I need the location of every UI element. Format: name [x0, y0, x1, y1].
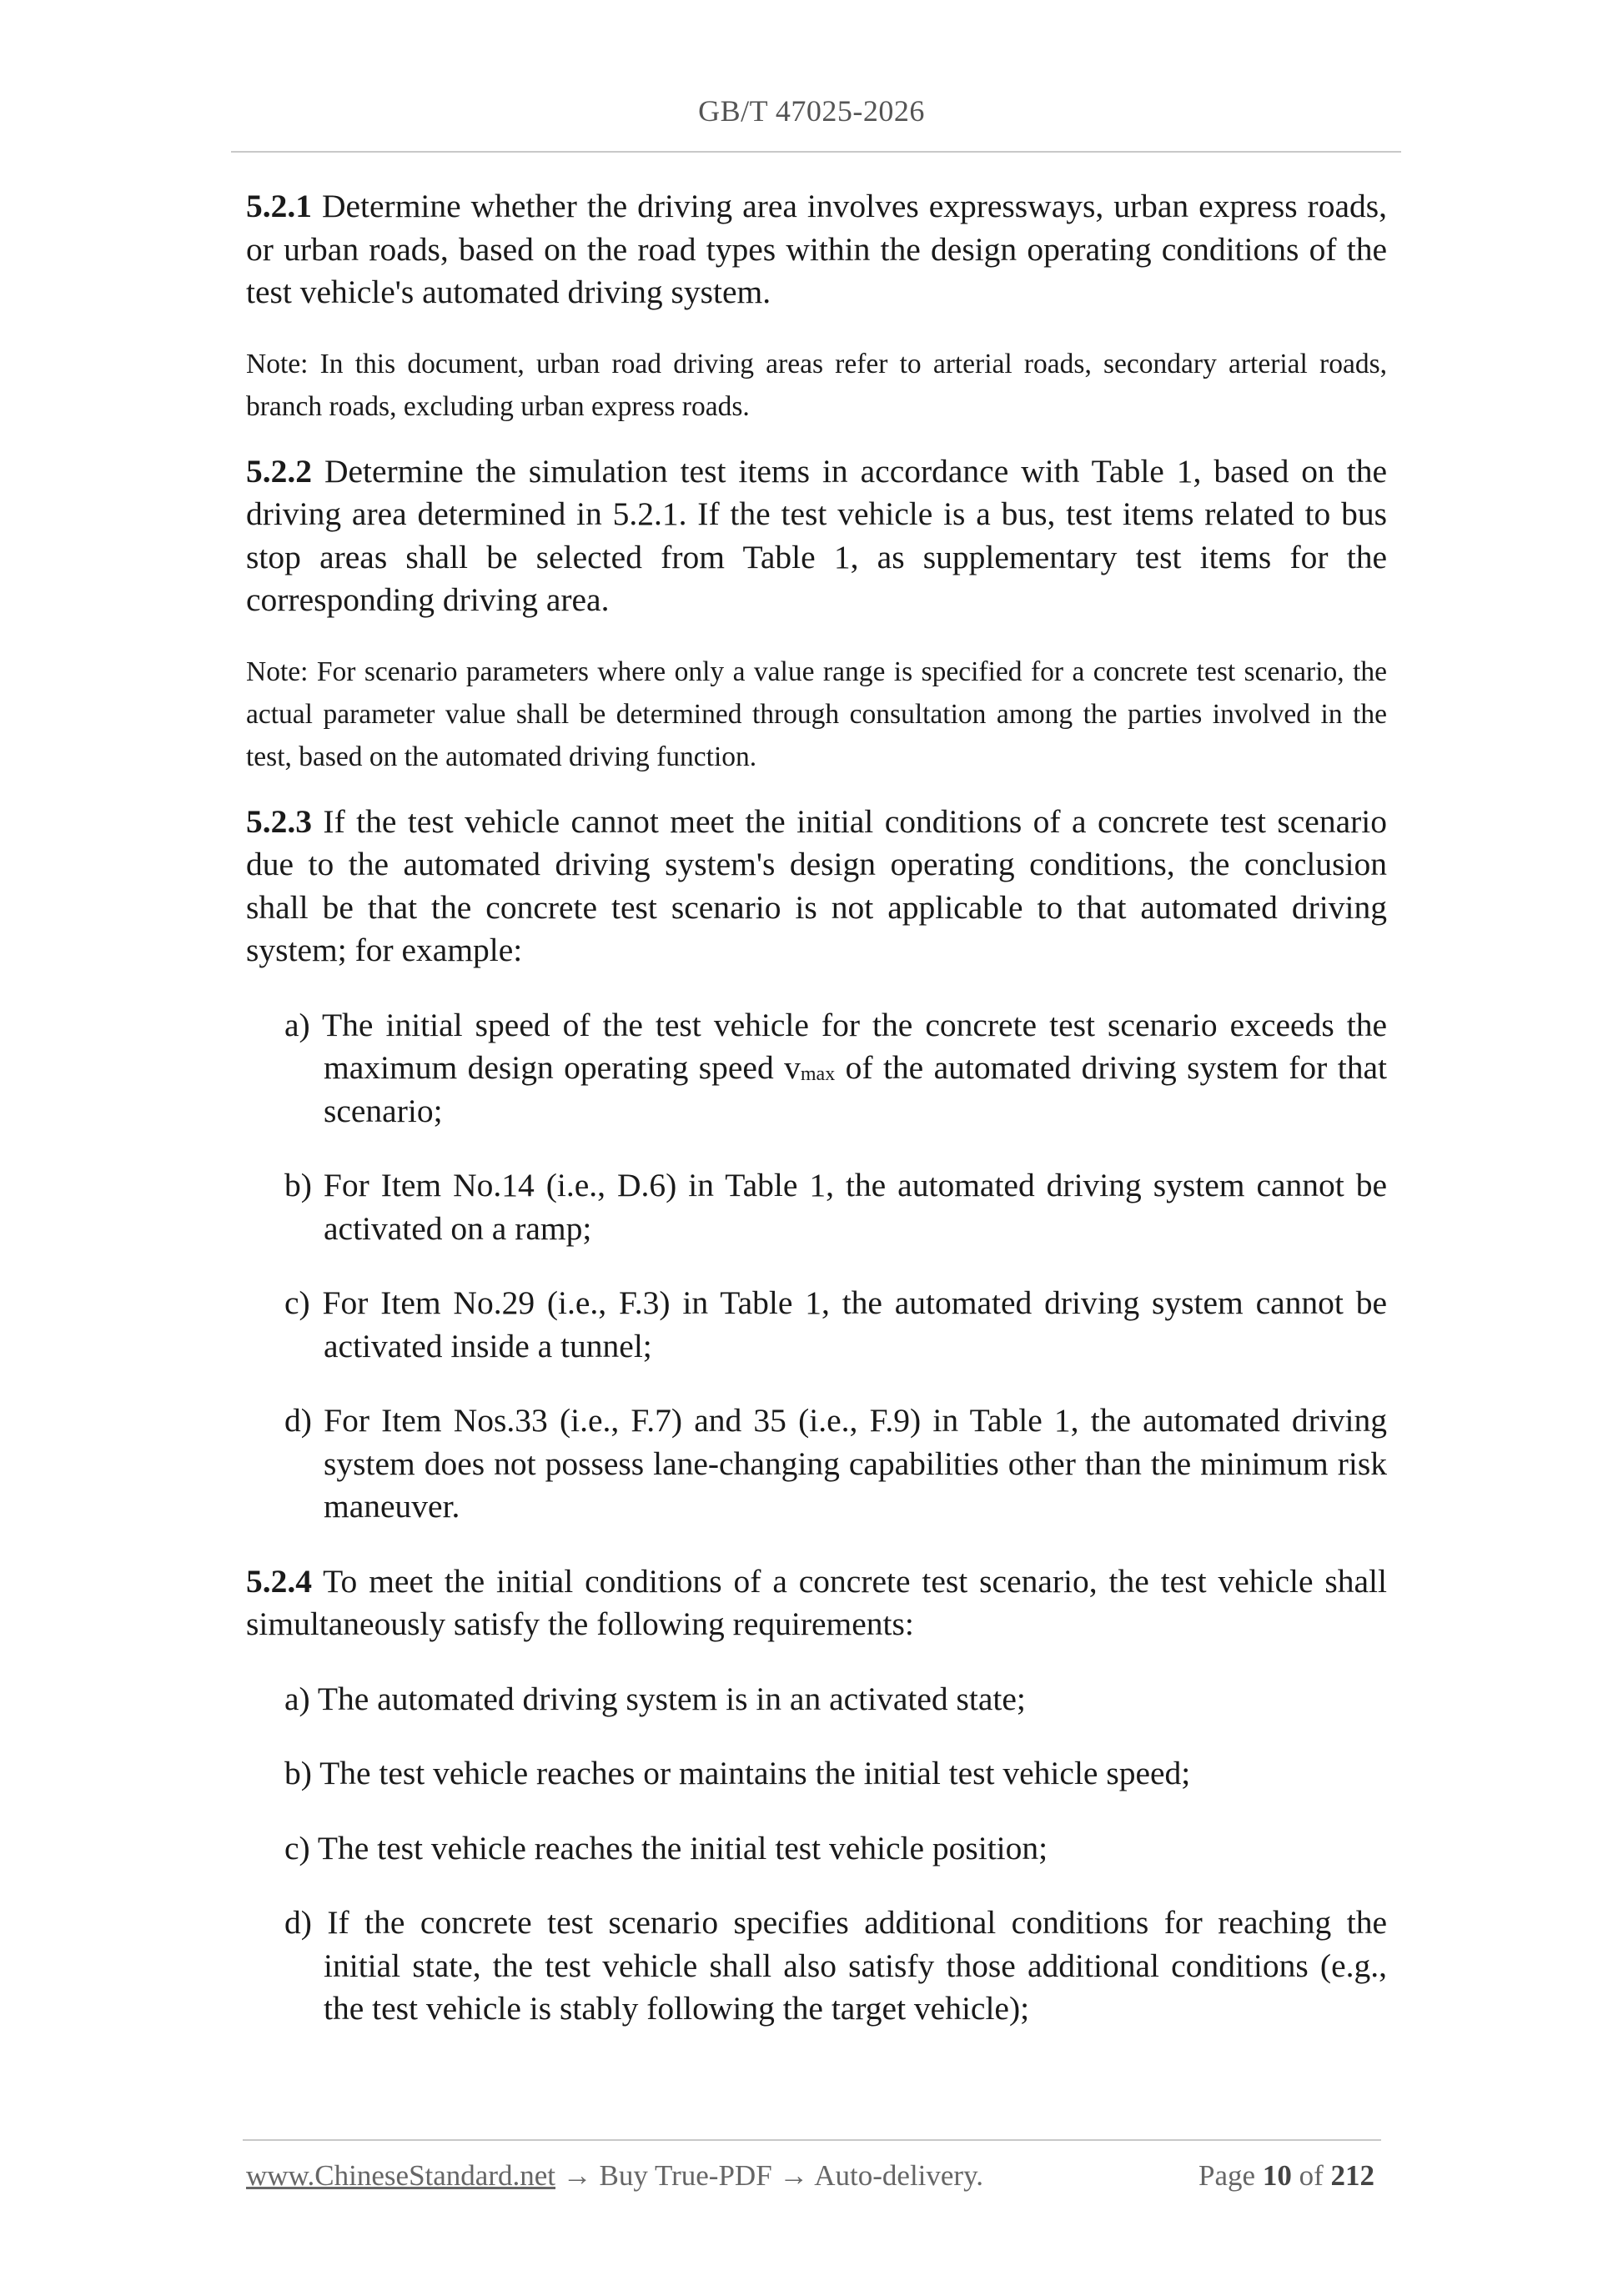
note-urban-road: Note: In this document, urban road driving areas refer to arterial roads, secondary arterial roads, branch roads, excluding urban express roads.	[246, 348, 1387, 422]
page-total: 212	[1330, 2159, 1374, 2192]
subscript-max: max	[800, 1063, 836, 1085]
list-item: d) For Item Nos.33 (i.e., F.7) and 35 (i.e., F.9) in Table 1, the automated driving system does not possess lane-changing capabilities other than the minimum risk maneuver.	[284, 1402, 1387, 1525]
list-item	[246, 1004, 1387, 1133]
auto-delivery-text: Auto-delivery.	[814, 2159, 984, 2192]
document-body	[246, 185, 1387, 2031]
clause-number: 5.2.4	[246, 1562, 312, 1600]
header-divider	[231, 151, 1401, 153]
list-item: b) The test vehicle reaches or maintains the initial test vehicle speed;	[284, 1755, 1191, 1791]
list-item-text: a) The initial speed of the test vehicle for the concrete test scenario exceeds the maximum design operating speed v	[284, 1006, 1387, 1086]
list-item: a) The automated driving system is in an activated state;	[284, 1680, 1026, 1717]
page-label: Page	[1198, 2159, 1256, 2192]
list-item: b) For Item No.14 (i.e., D.6) in Table 1, the automated driving system cannot be activated on a ramp;	[284, 1167, 1387, 1247]
buy-true-pdf-text: Buy True-PDF	[599, 2159, 772, 2192]
footer-divider	[243, 2139, 1381, 2141]
page-of: of	[1299, 2159, 1324, 2192]
clause-5-2-4	[246, 1560, 1387, 1646]
list-item: d) If the concrete test scenario specifies additional conditions for reaching the initial state, the test vehicle shall also satisfy those additional conditions (e.g., the test vehicle is stably following the target vehicle);	[284, 1904, 1387, 2027]
clause-text: To meet the initial conditions of a concrete test scenario, the test vehicle shall simultaneously satisfy the following requirements:	[246, 1562, 1387, 1642]
chinesestandard-link[interactable]: www.ChineseStandard.net	[246, 2159, 555, 2192]
clause-5-2-1	[246, 185, 1387, 314]
arrow-right-icon: →	[779, 2159, 809, 2192]
clause-5-2-3	[246, 801, 1387, 972]
clause-text: Determine the simulation test items in accordance with Table 1, based on the driving area determined in 5.2.1. If the test vehicle is a bus, test items related to bus stop areas shall be selected from Table 1, as supplementary test items for the corresponding driving area.	[246, 452, 1387, 618]
clause-number: 5.2.1	[246, 188, 312, 224]
clause-text: Determine whether the driving area involves expressways, urban express roads, or urban roads, based on the road types within the design operating conditions of the test vehicle's automated driving system.	[246, 188, 1387, 310]
page-number	[1198, 2159, 1374, 2193]
clause-5-2-2	[246, 450, 1387, 622]
note-scenario-parameters: Note: For scenario parameters where only a value range is specified for a concrete test scenario, the actual parameter value shall be determined through consultation among the parties involved in the test, based on the automated driving function.	[246, 656, 1387, 772]
list-item: c) The test vehicle reaches the initial test vehicle position;	[284, 1829, 1048, 1866]
clause-number: 5.2.3	[246, 802, 312, 840]
clause-number: 5.2.2	[246, 452, 312, 490]
page-current: 10	[1262, 2159, 1292, 2192]
document-header-id: GB/T 47025-2026	[698, 94, 925, 128]
clause-text: If the test vehicle cannot meet the initial conditions of a concrete test scenario due to the automated driving system's design operating conditions, the conclusion shall be that the concrete test scenario is not applicable to that automated driving system; for example:	[246, 802, 1387, 968]
footer-links	[246, 2159, 983, 2193]
list-item: c) For Item No.29 (i.e., F.3) in Table 1, the automated driving system cannot be activated inside a tunnel;	[284, 1284, 1387, 1364]
arrow-right-icon: →	[562, 2159, 592, 2192]
list-item-text: of the automated driving system for that scenario;	[324, 1049, 1387, 1129]
